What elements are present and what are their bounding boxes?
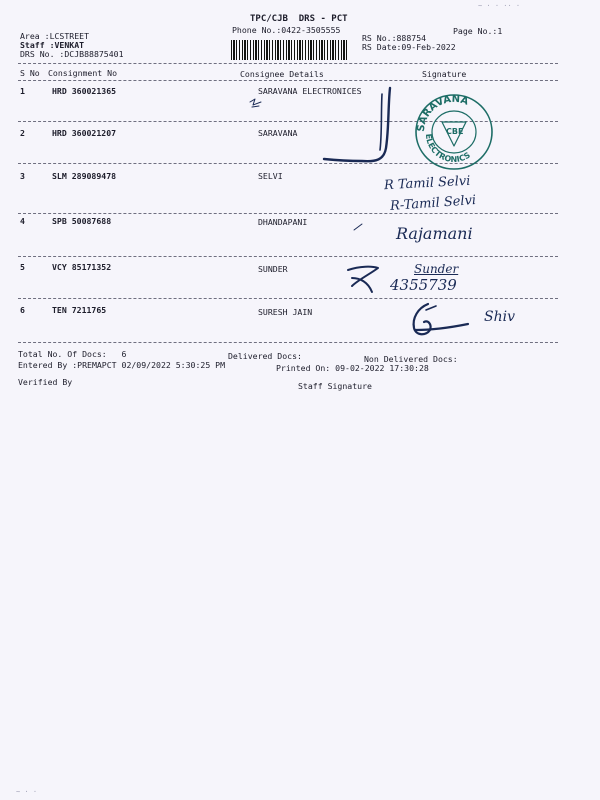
staff-signature: Staff Signature	[298, 381, 372, 391]
column-consignment: Consignment No	[48, 68, 118, 78]
verified-by: Verified By	[18, 377, 73, 387]
handwritten-name: R-Tamil Selvi	[389, 193, 477, 214]
total-docs: Total No. Of Docs: 6	[18, 349, 127, 359]
handwritten-number: 4355739	[390, 276, 457, 294]
area-label: Area :LCSTREET	[20, 31, 90, 41]
printed-on: Printed On: 09-02-2022 17:30:28	[276, 363, 429, 373]
entered-by: Entered By :PREMAPCT 02/09/2022 5:30:25 PM	[18, 360, 226, 370]
staff-label: Staff :VENKAT	[20, 40, 85, 50]
divider	[18, 80, 558, 81]
row-consignee: SURESH JAIN	[258, 307, 313, 317]
stamp-text-bottom: ELECTRONICS	[423, 133, 472, 165]
handwritten-name: R Tamil Selvi	[383, 173, 471, 194]
row-consignment: SLM 289089478	[52, 171, 117, 181]
margin-mark: ~ · ·	[16, 788, 38, 796]
divider	[18, 213, 558, 214]
non-delivered-docs: Non Delivered Docs:	[364, 354, 458, 364]
row-consignment: VCY 85171352	[52, 262, 112, 272]
phone-number: Phone No.:0422-3505555	[232, 25, 341, 35]
document-title: TPC/CJB DRS - PCT	[250, 14, 348, 24]
row-consignment: HRD 360021207	[52, 128, 117, 138]
row-consignment: SPB 50087688	[52, 216, 112, 226]
delivered-docs: Delivered Docs:	[228, 351, 302, 361]
handwritten-name: Rajamani	[396, 224, 473, 243]
handwritten-bracket	[318, 82, 408, 172]
handwritten-name: Shiv	[484, 309, 515, 325]
rs-number: RS No.:888754	[362, 33, 427, 43]
page-number: Page No.:1	[453, 26, 503, 36]
row-consignee: DHANDAPANI	[258, 217, 308, 227]
stamp-text-top: SARAVANA	[415, 93, 470, 133]
divider	[18, 298, 558, 299]
divider	[18, 342, 558, 343]
barcode	[231, 40, 349, 60]
handwritten-name: Sunder	[414, 262, 459, 276]
row-consignee: SUNDER	[258, 264, 288, 274]
rs-date: RS Date:09-Feb-2022	[362, 42, 456, 52]
row-sno: 5	[20, 262, 25, 272]
column-consignee: Consignee Details	[240, 69, 324, 79]
margin-mark: ~ · · ·· ·	[478, 2, 521, 10]
column-signature: Signature	[422, 69, 467, 79]
row-sno: 4	[20, 216, 25, 226]
stamp-text-center: CBE	[446, 127, 464, 136]
row-sno: 6	[20, 305, 25, 315]
row-consignee: SELVI	[258, 171, 283, 181]
row-consignment: HRD 360021365	[52, 86, 117, 96]
company-stamp	[412, 88, 496, 172]
pen-stroke	[352, 222, 366, 232]
column-sno: S No	[20, 68, 40, 78]
row-sno: 2	[20, 128, 25, 138]
signature-scribble	[406, 300, 480, 342]
tick-mark	[247, 96, 267, 110]
divider	[18, 256, 558, 257]
drs-number: DRS No. :DCJB88875401	[20, 49, 124, 59]
row-consignment: TEN 7211765	[52, 305, 107, 315]
row-sno: 1	[20, 86, 25, 96]
row-consignee: SARAVANA	[258, 128, 298, 138]
row-consignee: SARAVANA ELECTRONICES	[258, 86, 362, 96]
row-sno: 3	[20, 171, 25, 181]
divider	[18, 63, 558, 64]
